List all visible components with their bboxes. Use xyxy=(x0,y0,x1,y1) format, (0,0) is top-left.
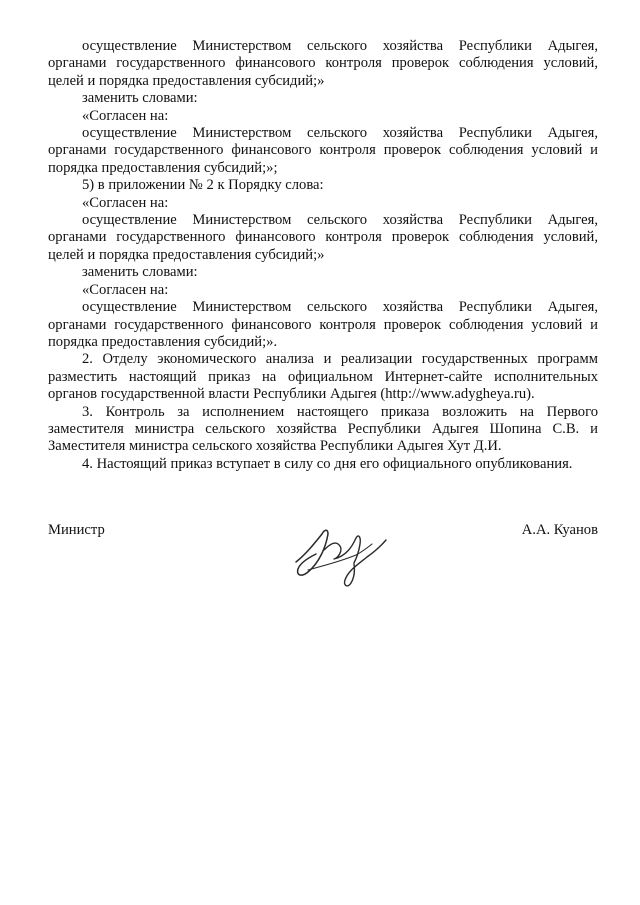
paragraph-point-3: 3. Контроль за исполнением настоящего приказа возложить на Первого заместителя министра сельского хозяйства Республики Адыгея Шопина С.В. и Заместителя министра сельского хозяйства Республики Адыгея Хут Д.И. xyxy=(48,403,598,455)
paragraph-item-5: 5) в приложении № 2 к Порядку слова: xyxy=(82,177,324,194)
paragraph-quote-old-2: осуществление Министерством сельского хозяйства Республики Адыгея, органами государственного финансового контроля проверок соблюдения условий, целей и порядка предоставления субсидий;» xyxy=(48,212,598,263)
paragraph-consent-heading-2: «Согласен на: xyxy=(82,194,169,211)
signer-role: Министр xyxy=(48,522,105,538)
paragraph-quote-new-2: осуществление Министерством сельского хозяйства Республики Адыгея, органами государственного финансового контроля проверок соблюдения условий и порядка предоставления субсидий;». xyxy=(48,299,598,350)
paragraph-quote-new-1: осуществление Министерством сельского хозяйства Республики Адыгея, органами государственного финансового контроля проверок соблюдения условий и порядка предоставления субсидий;»; xyxy=(48,125,598,176)
paragraph-replace-with-1: заменить словами: xyxy=(82,90,198,107)
signature-block xyxy=(48,520,598,600)
document-body xyxy=(48,38,598,473)
paragraph-consent-heading-3: «Согласен на: xyxy=(82,281,169,298)
paragraph-replace-with-2: заменить словами: xyxy=(82,264,198,281)
paragraph-quote-old-1: осуществление Министерством сельского хозяйства Республики Адыгея, органами государственного финансового контроля проверок соблюдения условий, целей и порядка предоставления субсидий;» xyxy=(48,38,598,89)
handwritten-signature xyxy=(288,520,408,590)
signer-name: А.А. Куанов xyxy=(521,522,598,538)
paragraph-point-2: 2. Отделу экономического анализа и реализации государственных программ разместить настоящий приказ на официальном Интернет-сайте исполнительных органов государственной власти Республики Адыгея (http://www.adygheya.ru). xyxy=(48,351,598,403)
paragraph-point-4: 4. Настоящий приказ вступает в силу со дня его официального опубликования. xyxy=(82,455,573,472)
paragraph-consent-heading-1: «Согласен на: xyxy=(82,107,169,124)
